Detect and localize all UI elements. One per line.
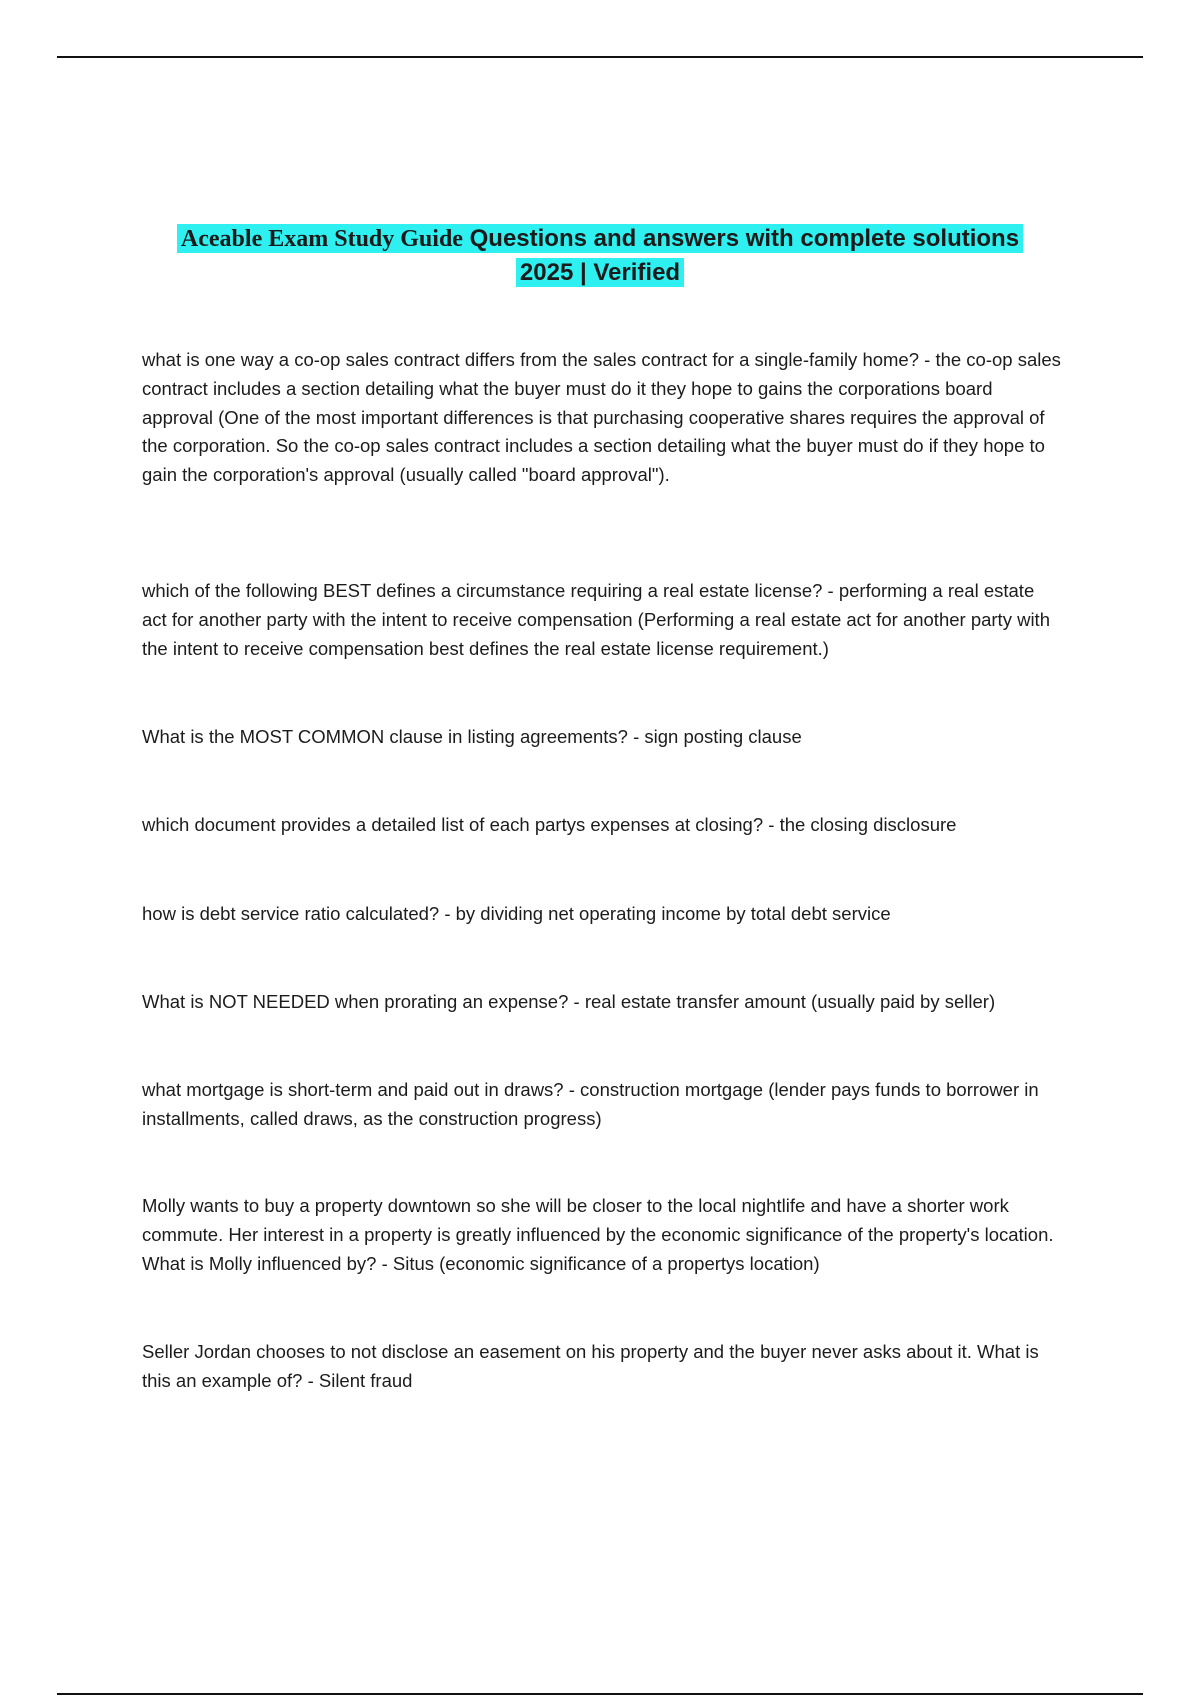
- document-title: [130, 222, 1070, 290]
- qa-item-3: What is the MOST COMMON clause in listing agreements? - sign posting clause: [142, 726, 802, 747]
- qa-item-5: how is debt service ratio calculated? - by dividing net operating income by total debt service: [142, 903, 891, 924]
- qa-item-6: What is NOT NEEDED when prorating an expense? - real estate transfer amount (usually paid by seller): [142, 991, 996, 1012]
- title-part-sans: Questions and answers with complete solutions: [462, 225, 1020, 252]
- qa-item-4: which document provides a detailed list of each partys expenses at closing? - the closing disclosure: [142, 814, 957, 835]
- header-rule: [57, 56, 1143, 58]
- title-year-verified: 2025 | Verified: [516, 258, 684, 287]
- qa-item-8: Molly wants to buy a property downtown so she will be closer to the local nightlife and have a shorter work commute. Her interest in a property is greatly influenced by the economic significance of the property's location. What is Molly influenced by? - Situs (economic significance of a propertys location): [142, 1195, 1054, 1274]
- qa-item-2: which of the following BEST defines a circumstance requiring a real estate license? - performing a real estate act for another party with the intent to receive compensation (Performing a real estate act for another party with the intent to receive compensation best defines the real estate license requirement.): [142, 580, 1050, 659]
- title-part-serif: Aceable Exam Study Guide: [180, 226, 463, 252]
- qa-item-1: what is one way a co-op sales contract differs from the sales contract for a single-family home? - the co-op sales contract includes a section detailing what the buyer must do it they hope to gains the corporations board approval (One of the most important differences is that purchasing cooperative shares requires the approval of the corporation. So the co-op sales contract includes a section detailing what the buyer must do if they hope to gain the corporation's approval (usually called "board approval").: [142, 349, 1061, 486]
- qa-item-9: Seller Jordan chooses to not disclose an easement on his property and the buyer never asks about it. What is this an example of? - Silent fraud: [142, 1341, 1039, 1391]
- qa-item-7: what mortgage is short-term and paid out in draws? - construction mortgage (lender pays funds to borrower in installments, called draws, as the construction progress): [142, 1079, 1039, 1129]
- footer-rule: [57, 1693, 1143, 1695]
